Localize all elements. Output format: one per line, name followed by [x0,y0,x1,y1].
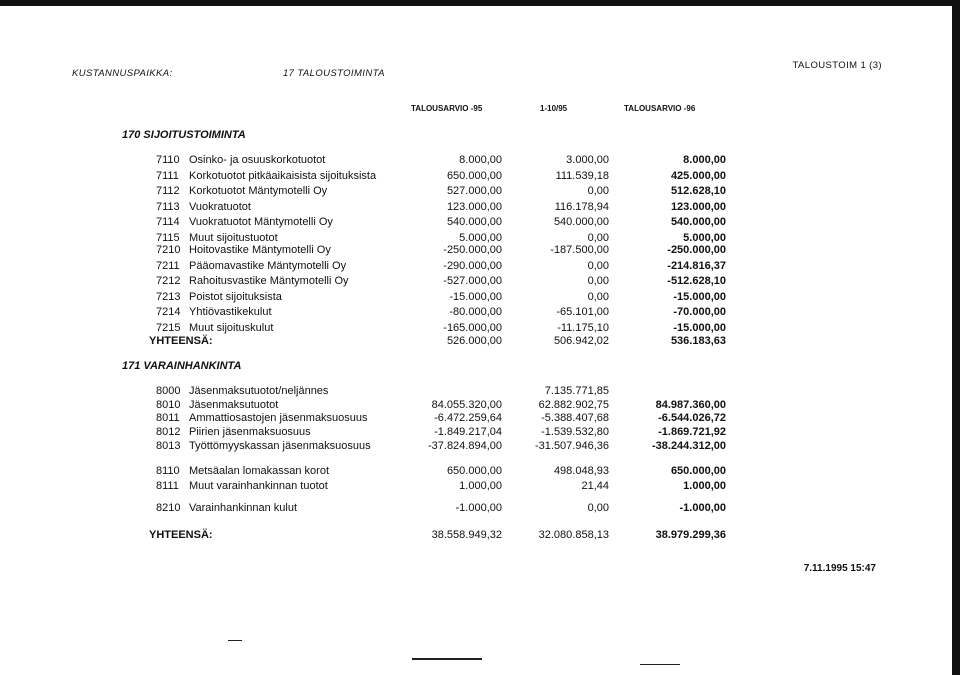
actual-1-10-95-value: 540.000,00 [553,216,609,229]
table-row [0,275,960,289]
total-budget-95: 526.000,00 [446,335,502,347]
table-row [0,322,960,336]
table-row [0,291,960,305]
budget-96-value: -1.000,00 [679,502,726,514]
actual-1-10-95-value: -31.507.946,36 [534,439,609,452]
total-actual-1-10-95: 32.080.858,13 [538,529,609,541]
actual-1-10-95-value: 498.048,93 [553,465,609,477]
account-name: Metsäalan lomakassan korot [189,465,330,477]
account-code: 7213 [156,290,181,303]
total-label: YHTEENSÄ: [149,529,213,541]
column-header-budget-96: TALOUSARVIO -96 [624,104,696,113]
actual-1-10-95-value: 0,00 [587,259,609,272]
budget-95-value: -527.000,00 [443,275,502,288]
account-name: Hoitovastike Mäntymotelli Oy [189,244,331,256]
account-name: Vuokratuotot [189,200,251,213]
account-name: Jäsenmaksutuotot [189,398,279,411]
budget-96-value: 8.000,00 [683,154,726,166]
budget-95-value: 8.000,00 [459,154,502,166]
department-label: 17 TALOUSTOIMINTA [283,68,385,79]
account-code: 7111 [156,169,179,182]
budget-95-value: -6.472.259,64 [434,412,502,425]
actual-1-10-95-value: -11.175,10 [557,322,609,334]
table-row [0,502,960,516]
budget-96-value: 425.000,00 [670,169,726,182]
account-name: Korkotuotot Mäntymotelli Oy [189,185,328,198]
table-row [0,440,960,454]
table-row [0,154,960,168]
actual-1-10-95-value: 62.882.902,75 [538,398,609,411]
table-row [0,216,960,230]
actual-1-10-95-value: 0,00 [587,185,609,198]
account-code: 7211 [156,259,180,272]
account-name: Jäsenmaksutuotot/neljännes [189,385,329,397]
actual-1-10-95-value: 0,00 [587,232,609,244]
account-code: 7215 [156,322,181,334]
actual-1-10-95-value: -65.101,00 [556,306,609,319]
budget-96-value: -250.000,00 [667,244,726,256]
account-name: Osinko- ja osuuskorkotuotot [189,154,326,166]
total-label: YHTEENSÄ: [149,335,213,347]
table-row [0,201,960,215]
column-header-actual-1-10-95: 1-10/95 [540,104,568,113]
total-actual-1-10-95: 506.942,02 [553,335,609,347]
scan-border-top [0,0,960,6]
account-name: Varainhankinnan kulut [189,502,298,514]
budget-96-value: 5.000,00 [683,232,726,244]
section-heading [122,360,241,372]
page-reference: TALOUSTOIM 1 (3) [792,60,882,71]
actual-1-10-95-value: 21,44 [581,479,609,492]
budget-96-value: 123.000,00 [670,200,726,213]
table-row [0,170,960,184]
actual-1-10-95-value: 0,00 [587,275,609,288]
budget-96-value: -38.244.312,00 [651,439,726,452]
scan-artifact [640,664,680,665]
budget-96-value: -15.000,00 [673,322,726,334]
account-name: Pääomavastike Mäntymotelli Oy [189,259,347,272]
budget-95-value: -1.849.217,04 [434,426,502,439]
table-row [0,306,960,320]
account-code: 7110 [156,154,180,166]
budget-96-value: 84.987.360,00 [655,398,726,411]
account-name: Ammattiosastojen jäsenmaksuosuus [189,412,368,425]
table-row [0,260,960,274]
section-heading [122,129,246,141]
table-row [0,185,960,199]
actual-1-10-95-value: 0,00 [587,290,609,303]
table-row [0,480,960,494]
account-code: 7214 [156,306,181,319]
actual-1-10-95-value: 7.135.771,85 [544,385,609,397]
account-code: 7115 [156,232,180,244]
actual-1-10-95-value: 116.178,94 [554,200,609,213]
table-row [0,426,960,440]
account-name: Työttömyyskassan jäsenmaksuosuus [189,439,371,452]
budget-95-value: 650.000,00 [446,465,502,477]
budget-95-value: 5.000,00 [459,232,502,244]
budget-95-value: -165.000,00 [443,322,502,334]
account-code: 8110 [156,465,180,477]
budget-95-value: -15.000,00 [449,290,502,303]
budget-96-value: -6.544.026,72 [658,412,726,425]
budget-96-value: 540.000,00 [670,216,726,229]
actual-1-10-95-value: -5.388.407,68 [541,412,609,425]
budget-95-value: -290.000,00 [443,259,502,272]
account-code: 8011 [156,412,180,425]
account-code: 8010 [156,398,181,411]
actual-1-10-95-value: -187.500,00 [550,244,609,256]
budget-96-value: -214.816,37 [667,259,726,272]
budget-96-value: 512.628,10 [670,185,726,198]
print-timestamp: 7.11.1995 15:47 [803,563,876,574]
table-row [0,385,960,399]
actual-1-10-95-value: 3.000,00 [566,154,609,166]
budget-96-value: -70.000,00 [673,306,726,319]
section-title: SIJOITUSTOIMINTA [143,129,246,141]
account-code: 8210 [156,502,181,514]
section-total-row [0,529,960,543]
table-row [0,399,960,413]
account-name: Korkotuotot pitkäaikaisista sijoituksista [189,169,377,182]
cost-center-label: KUSTANNUSPAIKKA: [72,68,173,79]
budget-95-value: -80.000,00 [449,306,502,319]
budget-95-value: -250.000,00 [443,244,502,256]
table-row [0,465,960,479]
account-name: Muut sijoituskulut [189,322,274,334]
section-number: 171 [122,360,141,372]
actual-1-10-95-value: 0,00 [587,502,609,514]
account-code: 8000 [156,385,181,397]
budget-95-value: 84.055.320,00 [431,398,502,411]
account-name: Piirien jäsenmaksuosuus [189,426,311,439]
budget-95-value: -37.824.894,00 [427,439,502,452]
table-row [0,412,960,426]
table-row [0,244,960,258]
account-name: Yhtiövastikekulut [189,306,272,319]
section-total-row [0,335,960,349]
account-name: Poistot sijoituksista [189,290,282,303]
actual-1-10-95-value: 111.539,18 [555,169,609,182]
budget-96-value: -1.869.721,92 [658,426,726,439]
total-budget-95: 38.558.949,32 [431,529,502,541]
section-title: VARAINHANKINTA [143,360,242,372]
budget-96-value: -512.628,10 [667,275,726,288]
account-code: 7113 [156,200,180,213]
account-name: Rahoitusvastike Mäntymotelli Oy [189,275,349,288]
account-code: 8013 [156,439,181,452]
scan-artifact [412,658,482,660]
budget-95-value: 123.000,00 [446,200,502,213]
account-code: 8012 [156,426,181,439]
scan-artifact [228,640,242,641]
account-code: 7112 [156,185,180,198]
budget-96-value: 1.000,00 [683,479,726,492]
budget-95-value: 650.000,00 [446,169,502,182]
account-code: 8111 [156,479,179,492]
account-code: 7114 [156,216,180,229]
account-name: Muut varainhankinnan tuotot [189,479,328,492]
section-number: 170 [122,129,141,141]
account-code: 7212 [156,275,181,288]
account-name: Vuokratuotot Mäntymotelli Oy [189,216,333,229]
account-name: Muut sijoitustuotot [189,232,278,244]
total-budget-96: 38.979.299,36 [655,529,726,541]
budget-96-value: -15.000,00 [673,290,726,303]
budget-95-value: 540.000,00 [446,216,502,229]
total-budget-96: 536.183,63 [670,335,726,347]
account-code: 7210 [156,244,181,256]
budget-95-value: 527.000,00 [446,185,502,198]
budget-95-value: -1.000,00 [455,502,502,514]
actual-1-10-95-value: -1.539.532,80 [541,426,609,439]
budget-95-value: 1.000,00 [459,479,502,492]
column-header-budget-95: TALOUSARVIO -95 [411,104,483,113]
budget-96-value: 650.000,00 [670,465,726,477]
